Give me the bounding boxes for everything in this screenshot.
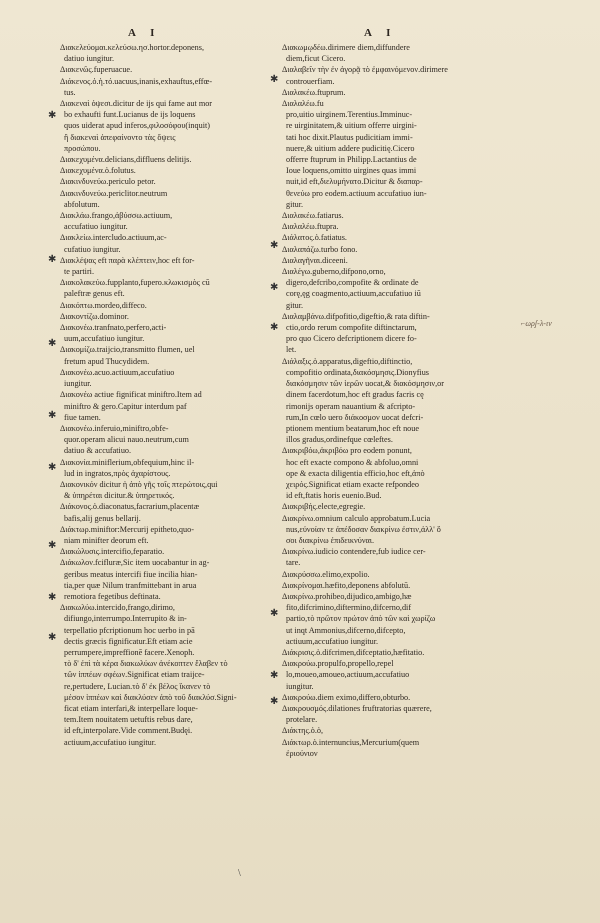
text-line: corę,ęg coagmento,actiuum,accufatiuo iū [286,289,421,299]
text-line: Διαλαπάζω.turbo fono. [282,244,358,254]
text-line: fito,difcrimino,diftermino,difcerno,dif [286,603,412,613]
asterisk-mark: ✱ [48,338,57,349]
text-line: gitur. [286,300,304,310]
text-line: accufatiuo iungitur. [64,222,128,232]
text-line: διακόσμησιν τῶν ἱερῶν uocat,& διακόσμησιν,or [286,379,444,389]
text-line: ctio,ordo rerum compofite diftinctarum, [286,323,417,333]
text-line: nuere,& uitium addere pudicitię.Cicero [286,143,415,153]
text-line: te partiri. [64,267,95,277]
text-line: rum,In cœlo uero διάκοσμον uocat defcri- [286,412,424,422]
text-line: lud in ingratos,πρὸς ἀχαρίστους. [64,468,171,478]
text-line: tia,per quæ Nilum tranfmittebant in arua [64,580,197,590]
text-line: fiue tamen. [64,412,101,422]
asterisk-mark: ✱ [48,410,57,421]
asterisk-mark: ✱ [48,592,57,603]
text-line: nus,εὐνοίαν τε ἀπέδοσαν διακρίνω ἐστιν,ἀλλ' ὅ [286,524,441,534]
text-line: Διακλάω.frango,ἀβύσσω.actiuum, [60,211,173,221]
text-line: terpellatio pfcriptionum hoc uerbo in pā [64,625,195,635]
text-line: Διακωλύω.intercido,frango,dirimo, [60,603,175,613]
text-line: Διακρούω.diem eximo,differo,obturbo. [282,692,411,702]
text-line: geribus meatus intercifi fiue incilia hian- [64,569,198,579]
text-line: Διακριβής.electe,egregie. [282,502,366,512]
text-line: Διακολακεύω.fupplanto,fupero.κλωκισμὸς cū [60,278,210,288]
text-line: Διακλέψας eft παρὰ κλέπτειν,hoc eft for- [60,255,195,265]
text-line: actiuum,accufatiuo iungitur. [64,737,157,747]
text-line: Διακινδυνεύω.periclitor.neutrum [60,188,168,198]
page-mark: \ [238,868,241,879]
text-line: ptionem mentium beatarum,hoc eft noue [286,423,420,433]
text-line: re uirginitatem,& uitium offerre uirgini- [286,121,417,131]
text-line: Διακωμῳδέω.dirimere diem,diffundere [282,43,410,52]
right-column [282,42,478,759]
text-line: id eft,ftatis horis euenio.Bud. [286,491,382,501]
text-line: θενεύω pro eodem.actiuum accufatiuo iun- [286,188,427,198]
text-line: tus. [64,87,76,97]
asterisk-mark: ✱ [270,696,279,707]
text-line: perrumpere,impreffionē facere.Xenoph. [64,647,195,657]
text-line: iungitur. [64,379,92,389]
text-line: diem,ficut Cicero. [286,54,346,64]
text-line: Διαλαλέω.fu [282,99,324,109]
text-line: Διακονία.miniflerium,obfequium,hinc il- [60,457,195,467]
asterisk-mark: ✱ [48,540,57,551]
asterisk-mark: ✱ [270,608,279,619]
text-line: Διακόπτω.mordeo,diffeco. [60,300,147,310]
text-line: hoc eft exacte compono & abfoluo,omni [286,457,419,467]
text-line: Διακεναὶ ὀψεσι.dicitur de ijs qui fame aut mor [60,99,213,109]
asterisk-mark: ✱ [48,110,57,121]
text-line: Διάλατος.ὁ.fatiatus. [282,233,347,243]
left-column [60,42,256,748]
text-line: Διαλαγῆναι.diceeni. [282,255,348,265]
running-head-right: A I [364,27,397,39]
text-line: gitur. [286,199,304,209]
text-line: datiuo & accufatiuo. [64,446,132,456]
text-line: offerre ftuprum in Philipp.Lactantius de [286,155,417,165]
text-line: Διάκτωρ.ὁ.internuncius,Mercurium(quem [282,737,420,747]
text-line: μέσον ἱππέων καὶ διακλύσεν ἀπὸ τοῦ διακλύσ.Signi- [64,692,237,702]
asterisk-mark: ✱ [270,670,279,681]
text-line: Διακρούω.propulfo,propello,repel [282,659,394,669]
text-line: Διακονικόν dicitur ἡ ἀπὸ γῆς τοῖς πτερώτοις,qui [60,479,218,489]
text-line: Διακλείω.intercludo.actiuum,ac- [60,233,167,243]
text-line: abfolutum. [64,199,100,209]
asterisk-mark: ✱ [270,322,279,333]
text-line: dectis græcis fignificatur.Eft etiam acie [64,636,193,646]
text-line: Διακονέω actiue fignificat miniftro.Item ad [60,390,202,400]
text-line: Διακομίζω.traijcio,transmitto flumen, uel [60,345,195,355]
text-line: bo exhaufti funt.Lucianus de ijs loquens [64,110,196,120]
text-line: pro,uitio uirginem.Terentius.Imminuc- [286,110,413,120]
asterisk-mark: ✱ [270,282,279,293]
text-line: bafis,alij genus bellarij. [64,513,141,523]
text-line: Διάλαξις.ὁ.apparatus,digeftio,diftinctio, [282,356,413,366]
text-line: Διακώλυσις.intercifio,feparatio. [60,547,165,557]
text-line: Διακινδυνεύω.periculo petor. [60,177,156,187]
asterisk-mark: ✱ [270,240,279,251]
text-line: Διακρίνω.prohibeo,dijudico,ambigo,hæ [282,591,412,601]
text-line: Διάκτωρ.miniftor:Mercurij epitheto,quo- [60,524,194,534]
text-line: Διαλακέω.fatiarus. [282,211,344,221]
text-line: Διακονέω.acuo.actiuum,accufatiuo [60,367,175,377]
text-line: σοι διακρίνω ἐπιδεικνύναι. [286,535,375,545]
text-line: χειρός.Significat etiam exacte refpondeo [286,479,419,489]
text-line: datiuo iungitur. [64,54,115,64]
text-line: ut inqt Ammonius,difcerno,difcepto, [286,625,406,635]
text-line: Διάκρισις.ὁ.difcrimen,difceptatio,hæfitatio. [282,647,425,657]
handwritten-margin-note: ⌐ωρʃ-λ-ιν [520,319,552,328]
text-line: rimonijs operam nauantium & afcripto- [286,401,416,411]
text-line: uum,accufatiuo iungitur. [64,334,145,344]
text-line: id eft,interpolare.Vide comment.Budęi. [64,726,193,736]
text-line: Ioue loquens,omitto uirgines quas immi [286,166,417,176]
text-line: pro quo Cicero defcriptionem dicere fo- [286,334,417,344]
text-line: nuit,id eft,διελυμήνατο.Dicitur & διαπαρ- [286,177,423,187]
text-line: Διακρίνομαι.hæfito,deponens abfolutū. [282,580,411,590]
text-line: Διαλαβεῖν τὴν ἐν ἀγορᾷ τὸ ἐμφαινόμενον.dirimere [282,65,448,75]
text-line: fretum apud Thucydidem. [64,356,150,366]
text-line: quos uiderat apud inferos,φιλοσόφου(inquit) [64,121,210,131]
text-line: miniftro & gero.Capitur interdum paf [64,401,187,411]
text-line: re,pertudere, Lucian.τὸ δ' ἐκ βέλος ἵκανεν τὸ [64,681,211,691]
asterisk-mark: ✱ [48,254,57,265]
text-line: Διάκενος.ὁ.ἡ.τό.uacuus,inanis,exhauftus,effœ- [60,76,213,86]
text-line: Διάκτης.ὁ.ὁ, [282,726,324,736]
text-line: τῶν ἱππέων σφέων.Significat etiam traijce- [64,670,205,680]
text-line: Διακρουσμός.dilationes fruftratorias quærere, [282,703,432,713]
text-line: difiungo,interrumpo.Interrupito & in- [64,614,187,624]
text-line: illos gradus,ordinefque cœleftes. [286,435,393,445]
text-line: tati hoc dixit.Plautus pudicitiam immi- [286,132,413,142]
asterisk-mark: ✱ [270,74,279,85]
text-line: Διακεχυμένα.ὁ.folutus. [60,166,136,176]
text-line: ope & exacta diligentia efficio,hoc eft,ἀπὸ [286,468,425,478]
text-line: protelare. [286,715,318,725]
text-line: Διάκονος.ὁ.diaconatus,facrarium,placentæ [60,502,200,512]
text-line: Διάκωλον.fcifluræ,Sic item uocabantur in ag- [60,558,210,568]
text-line: Διαλαμβάνω.difpofitio,digeftio,& rata diftin- [282,311,430,321]
text-line: Διακρίνω.iudicio contendere,fub iudice cer- [282,547,426,557]
text-line: tem.Item nouitatem uetuftis rebus dare, [64,715,193,725]
text-line: προσώπου. [64,143,101,153]
text-line: actiuum,accufatiuo iungitur. [286,636,379,646]
text-line: paleftræ genus eft. [64,289,125,299]
text-line: Διακοντίζω.dominor. [60,311,129,321]
text-line: Διακονέω.tranfnato,perfero,acti- [60,323,167,333]
text-line: digero,defcribo,compofite & ordinate de [286,278,419,288]
text-line: partio,τὸ πρῶτον πρώτον ἀπὸ τῶν καὶ χωρίζω [286,614,436,624]
text-line: Διακενῶς.fuperuacue. [60,65,133,75]
text-line: cufatiuo iungitur. [64,244,121,254]
text-line: compofitio ordinata,διακόσμησις.Dionyfius [286,367,429,377]
text-line: Διακονέω.inferuio,miniftro,obfe- [60,423,169,433]
text-line: controuerfiam. [286,76,335,86]
text-line: quor.operam alicui nauo.neutrum,cum [64,435,189,445]
text-line: Διακεχυμένα.delicians,diffluens delitijs. [60,155,192,165]
text-line: Διακελεύομαι.κελεύσω.ησ.hortor.deponens, [60,43,204,52]
text-line: & ὑπηρέται dicitur.& ὑπηρετικός. [64,491,175,501]
text-line: dinem facerdotum,hoc eft gradus facris cę [286,390,424,400]
text-line: iungitur. [286,681,314,691]
text-line: Διακρίνω.omnium calculo approbatum.Lucia [282,513,431,523]
text-line: Διαλακέω.ftuprum. [282,87,346,97]
text-line: Διαλέγω.guberno,difpono,orno, [282,267,386,277]
asterisk-mark: ✱ [48,632,57,643]
running-head-left: A I [128,27,161,39]
text-line: niam minifter deorum eft. [64,535,149,545]
text-line: τὸ δ' ἐπὶ τὰ κέρα διακωλύων ἀνέκοπτεν ἔλαβεν τὸ [64,659,228,669]
text-line: Διακρύσσω.elimo,expolio. [282,569,370,579]
asterisk-mark: ✱ [48,462,57,473]
text-line: remotiora fegetibus deftinata. [64,591,161,601]
text-line: tare. [286,558,301,568]
text-line: ἢ διακεναὶ ἀπεφαίνοντο τὰς ὄψεις [64,132,176,142]
text-line: Διακριβόω,ἀκριβόω pro eodem ponunt, [282,446,412,456]
text-line: Διαλαλέω.ftupra. [282,222,339,232]
text-line: ἐριούνιον [286,748,318,758]
text-line: let. [286,345,297,355]
text-line: lo,moueo,amoueo,actiuum,accufatiuo [286,670,410,680]
text-line: ficat etiam interfari,& interpellare loque- [64,703,198,713]
